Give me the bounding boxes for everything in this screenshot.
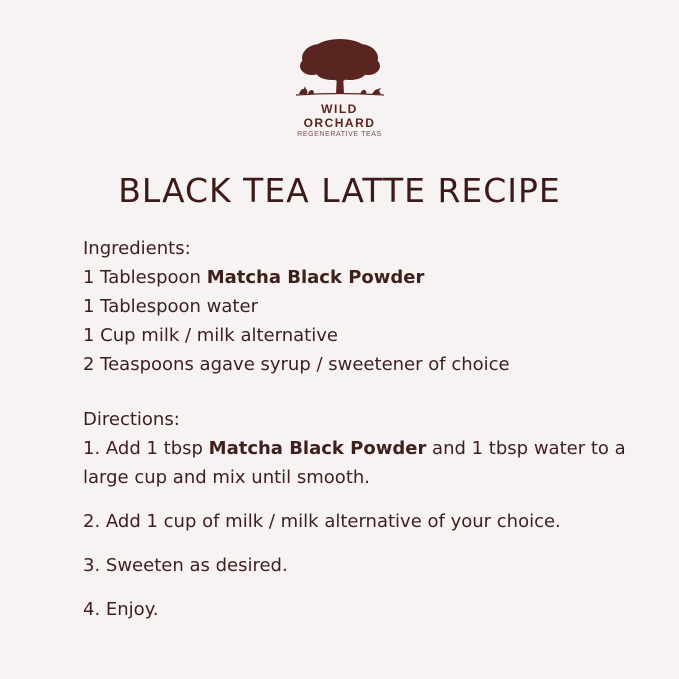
ingredient-item: 1 Tablespoon Matcha Black Powder — [83, 267, 425, 288]
ingredient-item: 1 Cup milk / milk alternative — [83, 325, 338, 346]
directions-list — [83, 434, 643, 624]
brand-name-line1: WILD — [321, 102, 358, 116]
brand-logo — [0, 38, 679, 140]
ingredients-heading: Ingredients: — [83, 238, 191, 259]
recipe-content — [83, 234, 643, 624]
brand-name-line2: ORCHARD — [303, 116, 376, 130]
direction-step: 4. Enjoy. — [83, 599, 159, 620]
ingredient-item: 1 Tablespoon water — [83, 296, 258, 317]
direction-step: 2. Add 1 cup of milk / milk alternative of your choice. — [83, 511, 561, 532]
page-title: BLACK TEA LATTE RECIPE — [118, 171, 561, 210]
directions-heading: Directions: — [83, 409, 180, 430]
ingredients-list — [83, 263, 643, 379]
direction-step: 1. Add 1 tbsp Matcha Black Powder and 1 tbsp water to a large cup and mix until smooth. — [83, 438, 626, 488]
ingredient-item: 2 Teaspoons agave syrup / sweetener of choice — [83, 354, 510, 375]
direction-step: 3. Sweeten as desired. — [83, 555, 288, 576]
tree-with-birds-icon — [290, 38, 390, 102]
brand-tagline: REGENERATIVE TEAS — [297, 131, 382, 138]
